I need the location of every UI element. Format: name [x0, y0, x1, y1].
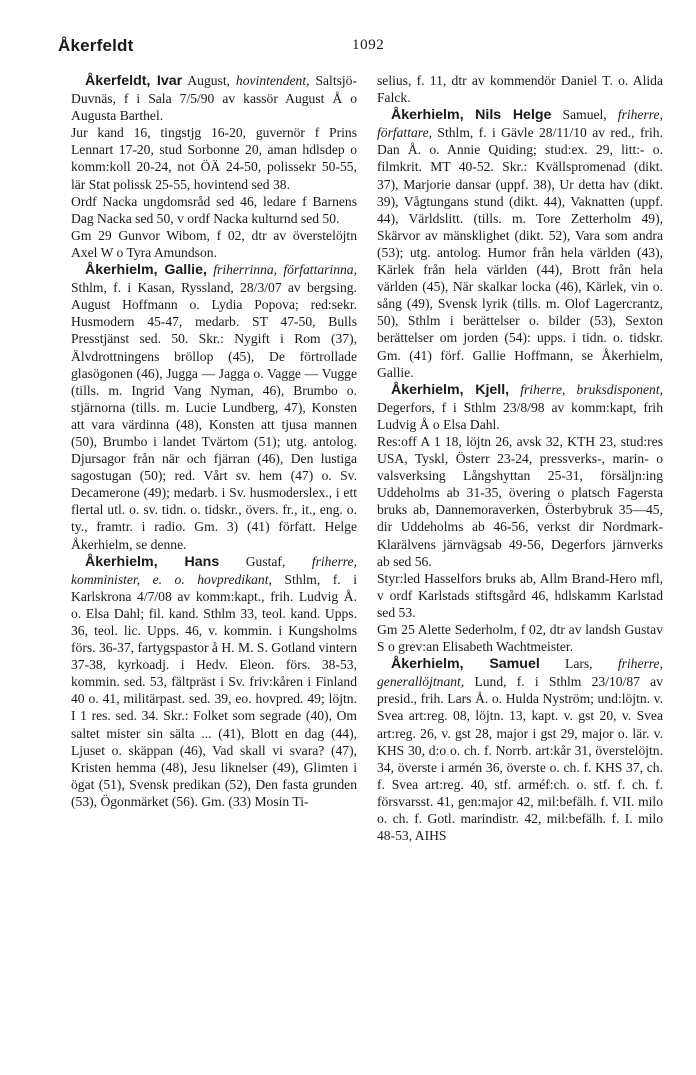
career-paragraph: Res:off A 1 18, löjtn 26, avsk 32, KTH 23, stud:res USA, Tyskl, Österr 23-24, pressverks-, marin- o valsverksing Långshyttan 25-31, försäljn:ing Uddeholms ab 31-35, övering o platsch Fagersta bruks ab, Dannemoraverken, Österbybruk 35—45, dir Uddeholms ab 46-56, verkst dir Nordmark-Klarälvens järnvägsab 49-56, Degerfors järnverks ab sed 56. [377, 433, 663, 569]
title: friherre, författare, [377, 107, 663, 141]
entry-akerhielm-samuel [377, 655, 663, 844]
entry-akerhielm-helge [377, 106, 663, 381]
bio: Saltsjö-Duvnäs, f i Sala 7/5/90 av kassör August Å o Augusta Barthel. [71, 73, 358, 124]
left-column [71, 72, 357, 810]
title: friherrinna, författarinna, [206, 262, 358, 278]
title: friherre, komminister, e. o. hovpredikant, [71, 553, 357, 587]
headword: Åkerhielm, Kjell, [391, 381, 510, 398]
offices-paragraph: Styr:led Hasselfors bruks ab, Allm Brand-Hero mfl, v ordf Karlstads stiftsgård 46, hdlskamm Karlstad sed 53. [377, 570, 663, 620]
bio: Degerfors, f i Sthlm 23/8/98 av komm:kapt, frih Ludvig Å o Elsa Dahl. [377, 399, 663, 432]
entry-akerhielm-kjell [377, 381, 663, 656]
bio: Lund, f. i Sthlm 23/10/87 av presid., frih. Lars Å. o. Hulda Nyström; und:löjtn. v. Svea art:reg. 08, löjtn. 13, kapt. v. gst 20, v. Svea art:reg. 26, v. gst 28, major i gst 29, major o. lär. v. KHS 30, d:o o. ch. f. Norrb. art:kår 31, överstelöjtn. 34, överste i armén 36, överste o. ch. f. KHS 37, ch. f. Svea art:reg. 40, stf. arméf:ch. o. stf. f. ch. f. försvarsst. 41, gen:major 42, mil:befälh. f. VII. milo o. ch. f. Gotl. marindistr. 42, mil:befälh. f. I. milo 48-53, AIHS [377, 674, 663, 844]
marriage-paragraph: Gm 25 Alette Sederholm, f 02, dtr av landsh Gustav S o grev:an Elisabeth Wachtmeister. [377, 622, 663, 655]
given-names: August, [182, 73, 236, 88]
headword: Åkerhielm, Hans [85, 553, 220, 570]
bio: Sthlm, f. i Kasan, Ryssland, 28/3/07 av bergsing. August Hoffmann o. Lydia Popova; red:sekr. Husmodern 45-47, medarb. ST 47-50, Bulls Presstjänst sed. 50. Skr.: Nygift i Rom (37), Älvdrottningens bröllop (45), De förtrollade glasögonen (46), Jugga — Jagga o. Vagge — Vugge (tills. m. Ingrid Vang Nyman, 46), Brumbo o. stjärnorna (tills. m. Lucie Lundberg, 47), Konsten att vara värdinna (48), Konsten att tjusa mannen (50), Brumbo i landet Tvärtom (51); utg. antolog. Djursagor från när och fjärran (46), Den lustiga sagostugan (50); red. Vårt sv. hem (47) o. Sv. Decamerone (49); medarb. i Sv. husmoderslex., i ett flertal utl. o. sv. tidn. o. tidskr., övers. fr., it., eng. o. ty., framtr. i radio. Gm. 3) (41) författ. Helge Åkerhielm, se denne. [71, 280, 357, 552]
headword: Åkerfeldt, Ivar [85, 73, 183, 89]
page-number: 1092 [352, 37, 385, 53]
career-paragraph: Jur kand 16, tingstjg 16-20, guvernör f Prins Lennart 17-20, stud Sorbonne 20, aman hdlsdep o komm:koll 20-24, not ÖÄ 24-50, polissekr 50-55, lär Stat polissk 25-55, hovintend sed 38. [71, 125, 357, 192]
marriage-paragraph: Gm 29 Gunvor Wibom, f 02, dtr av överstelöjtn Axel W o Tyra Amundson. [71, 227, 357, 260]
offices-paragraph: Ordf Nacka ungdomsråd sed 46, ledare f Barnens Dag Nacka sed 50, v ordf Nacka kulturnd sed 50. [71, 193, 357, 226]
title: hovintendent, [235, 73, 310, 88]
given-names: Gustaf, [219, 553, 312, 569]
entry-akerhielm-hans [71, 553, 357, 810]
bio: Sthlm, f. i Gävle 28/11/10 av red., frih. Dan Å. o. Annie Quiding; stud:ex. 29, litt:- o. filmkrit. MT 40-52. Skr.: Kvällspromenad (dikt. 37), Marjorie dansar (uppf. 38), Ur detta hav (dikt. 39), Vågtungans stund (dikt. 44), Vaknatten (uppf. 44), Världslitt. (tills. m. Tore Zetterholm 49), Skärvor av mänsklighet (dikt. 52), Vara som andra (53); utg. antolog. Humor från hela världen (43), Kärlek från hela världen (44), Brott från hela världen (45), När skalkar locka (46), Kärlek, vin o. sång (49), Svensk lyrik (tills. m. Olof Lagercrantz, 50), Sthlm i berättelser o. bilder (53), Sexton berättelser om jorden (54): upps. i tidn. o. tidskr. Gm. (41) förf. Gallie Hoffmann, se Åkerhielm, Gallie. [377, 125, 663, 380]
given-names: Samuel, [551, 107, 618, 123]
running-head: Åkerfeldt [58, 36, 134, 55]
headword: Åkerhielm, Nils Helge [391, 107, 552, 124]
headword: Åkerhielm, Gallie, [85, 262, 207, 279]
headword: Åkerhielm, Samuel [391, 656, 540, 673]
title: friherre, bruksdisponent, [509, 381, 663, 397]
title: friherre, generallöjtnant, [377, 656, 663, 690]
given-names: Lars, [539, 656, 618, 672]
continued-text: selius, f. 11, dtr av kommendör Daniel T. o. Alida Falck. [377, 73, 663, 106]
right-column [377, 72, 663, 844]
entry-akerhielm-gallie [71, 261, 357, 553]
bio: Sthlm, f. i Karlskrona 4/7/08 av komm:kapt., frih. Ludvig Å. o. Elsa Dahl; fil. kand. Sthlm 33, teol. kand. Upps. 36, teol. lic. Upps. 46, v. kommin. i Kungsholms förs. 36-37, fartygspastor å H. M. S. Gotland vintern 37-38, kyrkoadj. i Hedv. Eleon. förs. 38-53, kommin. sed. 53, fältpräst i Sv. friv:kåren i Finland 40 o. 41, militärpast. sed. 39, eo. hovpred. 49; löjtn. I 1 res. sed. 34. Skr.: Folket som segrade (40), Om saltet mister sin sälta ... (41), Blott en dag (44), Ljuset o. skäppan (46), Vad skall vi svara? (47), Kristen hemma (48), Jesu liknelser (49), Glimten i ögat (51), Svensk predikan (52), Den fasta grunden (53), Ögonmärket (56). Gm. (33) Mosin Ti- [71, 571, 357, 809]
entry-akerfeldt-ivar [71, 72, 357, 261]
